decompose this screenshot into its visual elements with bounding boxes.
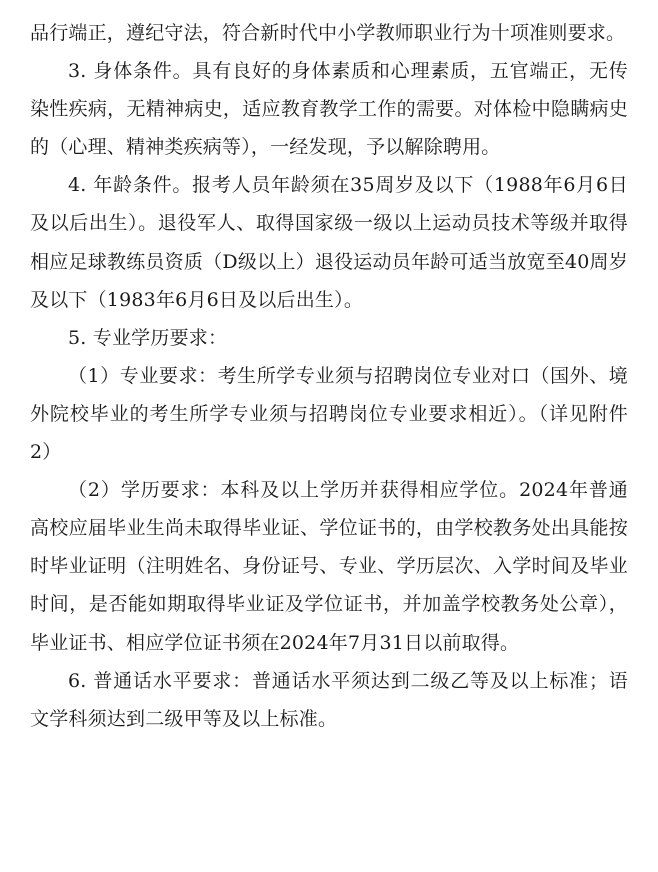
paragraph-education-requirement: （2）学历要求：本科及以上学历并获得相应学位。2024年普通高校应届毕业生尚未取得毕业证、学位证书的，由学校教务处出具能按时毕业证明（注明姓名、身份证号、专业、学历层次、入学时间及毕业时间，是否能如期取得毕业证及学位证书，并加盖学校教务处公章），毕业证书、相应学位证书须在2024年7月31日以前取得。 [30, 479, 628, 654]
document-page [30, 14, 628, 738]
paragraph-major-requirement: （1）专业要求：考生所学专业须与招聘岗位专业对口（国外、境外院校毕业的考生所学专业须与招聘岗位专业要求相近）。（详见附件2） [30, 364, 628, 464]
paragraph-age-condition: 4. 年龄条件。报考人员年龄须在35周岁及以下（1988年6月6日及以后出生）。退役军人、取得国家级一级以上运动员技术等级并取得相应足球教练员资质（D级以上）退役运动员年龄可适当放宽至40周岁及以下（1983年6月6日及以后出生）。 [30, 174, 628, 311]
paragraph-conduct-continued: 品行端正，遵纪守法，符合新时代中小学教师职业行为十项准则要求。 [30, 22, 626, 44]
paragraph-major-education-heading: 5. 专业学历要求： [68, 326, 228, 349]
paragraph-physical-condition: 3. 身体条件。具有良好的身体素质和心理素质，五官端正，无传染性疾病，无精神病史，适应教育教学工作的需要。对体检中隐瞒病史的（心理、精神类疾病等），一经发现，予以解除聘用。 [30, 60, 628, 159]
paragraph-mandarin-requirement: 6. 普通话水平要求：普通话水平须达到二级乙等及以上标准；语文学科须达到二级甲等及以上标准。 [30, 669, 628, 730]
